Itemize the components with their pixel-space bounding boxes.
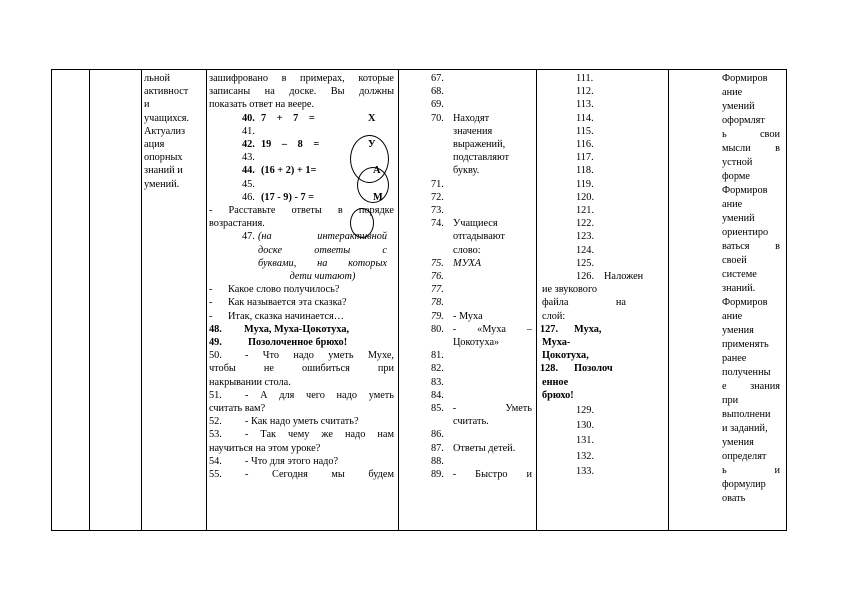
example-40 <box>209 112 394 125</box>
item-number: 68. <box>431 86 444 98</box>
poem-line-48 <box>209 323 394 336</box>
skills-line: ание <box>722 311 743 322</box>
item-text: значения <box>453 125 493 137</box>
item-text: Цокотуха, <box>542 350 589 362</box>
stage-line: Актуализ <box>144 125 186 137</box>
list-item <box>401 257 532 270</box>
skills-line: овать <box>722 493 746 504</box>
item-number: 82. <box>431 363 444 375</box>
item-number: 126. <box>576 271 595 283</box>
note-line: дети читают) <box>289 271 356 283</box>
intro-line: зашифровано в примерах, которые <box>209 73 394 84</box>
list-item: 119. <box>576 178 594 190</box>
student-column <box>401 72 532 481</box>
item-number: 76. <box>431 271 444 283</box>
list-item: 117. <box>576 152 594 164</box>
item-number: 70. <box>431 112 444 124</box>
item-number: 84. <box>431 389 444 401</box>
list-item: 114. <box>576 112 594 124</box>
item-54 <box>209 455 394 468</box>
question-text: Какое слово получилось? <box>228 284 340 296</box>
question-line: - Итак, сказка начинается… <box>209 310 345 322</box>
skills-line: умения <box>722 437 754 448</box>
item-text: - Муха <box>453 310 483 322</box>
skills-line: при <box>722 395 739 406</box>
list-item <box>540 323 664 336</box>
item-number: 73. <box>431 205 444 217</box>
item-text: - Что надо уметь Мухе, <box>245 350 394 362</box>
list-item <box>401 72 532 85</box>
list-item <box>401 85 532 98</box>
item-number: 75. <box>431 257 444 269</box>
skills-column <box>722 72 780 506</box>
list-item: 112. <box>576 86 594 98</box>
circle-mark <box>350 208 374 238</box>
list-item: 118. <box>576 165 594 177</box>
skills-line: Формиров <box>722 73 768 84</box>
skills-line: умения <box>722 325 754 336</box>
list-item: 121. <box>576 205 595 217</box>
note-line: буквами, на которых <box>258 257 387 269</box>
resources-column <box>540 72 664 478</box>
item-text: чтобы не ошибиться при <box>209 363 394 375</box>
item-number: 47. <box>242 231 255 243</box>
poem-line-49 <box>209 336 394 349</box>
list-item: 111. <box>576 73 594 84</box>
arrange-line: - Расставьте ответы в порядке <box>209 205 394 217</box>
list-item <box>401 283 532 296</box>
item-number: 81. <box>431 350 444 362</box>
list-item <box>401 455 532 468</box>
poem-text: Муха, Муха-Цокотуха, <box>244 323 350 335</box>
skills-line: и заданий, <box>722 423 768 434</box>
circle-mark <box>357 167 389 203</box>
item-text: Позолоч <box>574 363 613 375</box>
item-text: - Что для этого надо? <box>245 455 339 467</box>
item-number: 52. <box>209 416 222 428</box>
example-expression: 7 + 7 = <box>261 112 315 124</box>
item-number: 48. <box>209 323 222 335</box>
item-51 <box>209 389 394 402</box>
item-41: 41. <box>242 125 255 137</box>
item-text: енное <box>542 376 569 388</box>
poem-text: Позолоченное брюхо! <box>248 337 348 349</box>
list-item: 125. <box>576 257 595 269</box>
example-letter: Х <box>368 112 376 124</box>
list-item <box>401 323 532 336</box>
skills-line: умений <box>722 213 755 224</box>
item-number: 79. <box>431 310 444 322</box>
item-text: отгадывают <box>453 231 505 243</box>
list-item <box>401 178 532 191</box>
item-text: подставляют <box>453 152 510 164</box>
item-text: брюхо! <box>542 389 574 401</box>
example-letter: А <box>373 165 381 177</box>
list-item <box>401 376 532 389</box>
item-number: 54. <box>209 455 222 467</box>
item-text: Муха, <box>574 323 602 335</box>
item-text: - Быстро и <box>452 469 532 481</box>
list-item <box>401 442 532 455</box>
skills-line: ориентиро <box>722 227 769 238</box>
question-line: - Как называется эта сказка? <box>209 297 347 309</box>
list-item: 124. <box>576 244 595 256</box>
item-text: МУХА <box>453 257 482 269</box>
item-55 <box>209 468 394 481</box>
skills-line: полученны <box>722 367 771 378</box>
lesson-table <box>51 69 787 531</box>
item-text: Учащиеся <box>453 218 498 230</box>
skills-line: формулир <box>722 479 766 490</box>
list-item <box>401 98 532 111</box>
column-divider <box>206 70 207 530</box>
column-divider <box>668 70 669 530</box>
list-item: 133. <box>576 465 595 477</box>
list-item <box>401 270 532 283</box>
list-item <box>540 362 664 375</box>
stage-line: умений. <box>144 178 180 190</box>
item-number: 50. <box>209 350 222 362</box>
intro-line: показать ответ на веере. <box>209 99 315 111</box>
item-43: 43. <box>242 152 255 164</box>
skills-line: оформлят <box>722 115 765 126</box>
list-item <box>540 270 664 283</box>
list-item <box>401 191 532 204</box>
list-item <box>401 349 532 362</box>
list-item: 113. <box>576 99 594 111</box>
item-number: 127. <box>540 323 559 335</box>
skills-line: своей <box>722 255 747 266</box>
skills-line: Формиров <box>722 297 768 308</box>
item-text: считать вам? <box>209 403 266 415</box>
list-item <box>401 112 532 125</box>
item-text: Находят <box>453 112 490 124</box>
item-number: 67. <box>431 73 444 84</box>
list-item <box>401 217 532 230</box>
item-number: 89. <box>431 469 444 481</box>
list-item: 116. <box>576 139 594 151</box>
item-text: - «Муха – <box>452 323 532 335</box>
list-item <box>401 428 532 441</box>
item-45: 45. <box>242 178 255 190</box>
example-expression: (17 - 9) - 7 = <box>261 191 315 203</box>
item-text: выражений, <box>453 139 506 151</box>
stage-column <box>144 72 202 191</box>
list-item: 123. <box>576 231 595 243</box>
list-item: 130. <box>576 420 595 432</box>
column-divider <box>536 70 537 530</box>
note-line: (на интерактивной <box>258 231 387 243</box>
item-text: Наложен <box>604 271 644 283</box>
item-text: - Как надо уметь считать? <box>245 416 359 428</box>
list-item: 132. <box>576 450 595 462</box>
list-item <box>401 296 532 309</box>
example-letter: М <box>373 191 383 203</box>
item-number: 86. <box>431 429 444 441</box>
item-number: 71. <box>431 178 444 190</box>
item-text: слой: <box>542 310 566 322</box>
item-number: 53. <box>209 429 222 441</box>
list-item <box>401 402 532 415</box>
item-text: - Сегодня мы будем <box>245 469 394 481</box>
item-number: 69. <box>431 99 444 111</box>
item-number: 40. <box>242 112 255 124</box>
item-number: 55. <box>209 469 222 481</box>
list-item: 122. <box>576 218 595 230</box>
item-number: 44. <box>242 165 255 177</box>
list-item: 120. <box>576 191 595 203</box>
item-text: Ответы детей. <box>453 442 516 454</box>
list-item <box>401 204 532 217</box>
skills-line: ание <box>722 199 743 210</box>
skills-line: ваться в <box>722 241 780 252</box>
item-number: 72. <box>431 191 444 203</box>
item-text: - Так чему же надо нам <box>245 429 394 441</box>
item-text: научиться на этом уроке? <box>209 442 321 454</box>
item-number: 80. <box>431 323 444 335</box>
stage-line: опорных <box>144 152 183 164</box>
skills-line: ь и <box>722 465 780 476</box>
item-text: ие звукового <box>542 284 598 296</box>
item-text: считать. <box>453 416 489 428</box>
skills-line: форме <box>722 171 750 182</box>
stage-line: ация <box>144 139 165 151</box>
item-50 <box>209 349 394 362</box>
skills-line: Формиров <box>722 185 768 196</box>
list-item: 115. <box>576 125 594 137</box>
item-number: 77. <box>431 284 444 296</box>
stage-line: учащихся. <box>144 112 190 124</box>
list-item <box>401 468 532 481</box>
skills-line: определят <box>722 451 767 462</box>
item-text: Цокотуха» <box>453 337 500 349</box>
question-text: Итак, сказка начинается… <box>228 310 345 322</box>
item-52 <box>209 415 394 428</box>
item-number: 46. <box>242 191 255 203</box>
question-text: Как называется эта сказка? <box>228 297 347 309</box>
item-text: файла на <box>542 297 626 309</box>
skills-line: ь свои <box>722 129 780 140</box>
teacher-column <box>209 72 394 532</box>
note-line: доске ответы с <box>258 244 387 256</box>
list-item: 131. <box>576 435 595 447</box>
item-text: - А для чего надо уметь <box>245 389 394 401</box>
skills-line: устной <box>722 157 753 168</box>
item-text: Муха- <box>542 337 571 349</box>
column-divider <box>141 70 142 530</box>
item-number: 51. <box>209 389 222 401</box>
item-text: букву. <box>453 165 480 177</box>
skills-line: системе <box>722 269 757 280</box>
item-number: 87. <box>431 442 444 454</box>
list-item <box>401 389 532 402</box>
item-text: - Уметь <box>452 403 532 415</box>
skills-line: мысли в <box>722 143 780 154</box>
intro-line: записаны на доске. Вы должны <box>209 86 394 98</box>
skills-line: выполнени <box>722 409 771 420</box>
arrange-line: возрастания. <box>209 218 265 230</box>
item-text: накрывании стола. <box>209 376 291 388</box>
skills-line: умений <box>722 101 755 112</box>
stage-line: льной <box>144 73 171 84</box>
stage-line: активност <box>144 86 189 98</box>
list-item: 129. <box>576 405 595 417</box>
skills-line: ранее <box>722 353 747 364</box>
skills-line: ание <box>722 87 743 98</box>
list-item <box>401 362 532 375</box>
item-number: 78. <box>431 297 444 309</box>
stage-line: знаний и <box>144 165 183 177</box>
item-53 <box>209 428 394 441</box>
item-number: 85. <box>431 403 444 415</box>
example-expression: (16 + 2) + 1= <box>261 165 317 177</box>
column-divider <box>89 70 90 530</box>
column-divider <box>398 70 399 530</box>
item-number: 49. <box>209 337 222 349</box>
item-number: 83. <box>431 376 444 388</box>
example-letter: У <box>368 139 376 151</box>
question-line: - Какое слово получилось? <box>209 284 340 296</box>
stage-line: и <box>144 99 150 111</box>
list-item <box>401 310 532 323</box>
item-number: 88. <box>431 455 444 467</box>
skills-line: е знания <box>722 381 780 392</box>
skills-line: знаний. <box>722 283 756 294</box>
item-text: слово: <box>453 244 481 256</box>
item-number: 42. <box>242 139 255 151</box>
example-expression: 19 – 8 = <box>261 139 320 151</box>
item-number: 74. <box>431 218 444 230</box>
item-number: 128. <box>540 363 559 375</box>
skills-line: применять <box>722 339 769 350</box>
